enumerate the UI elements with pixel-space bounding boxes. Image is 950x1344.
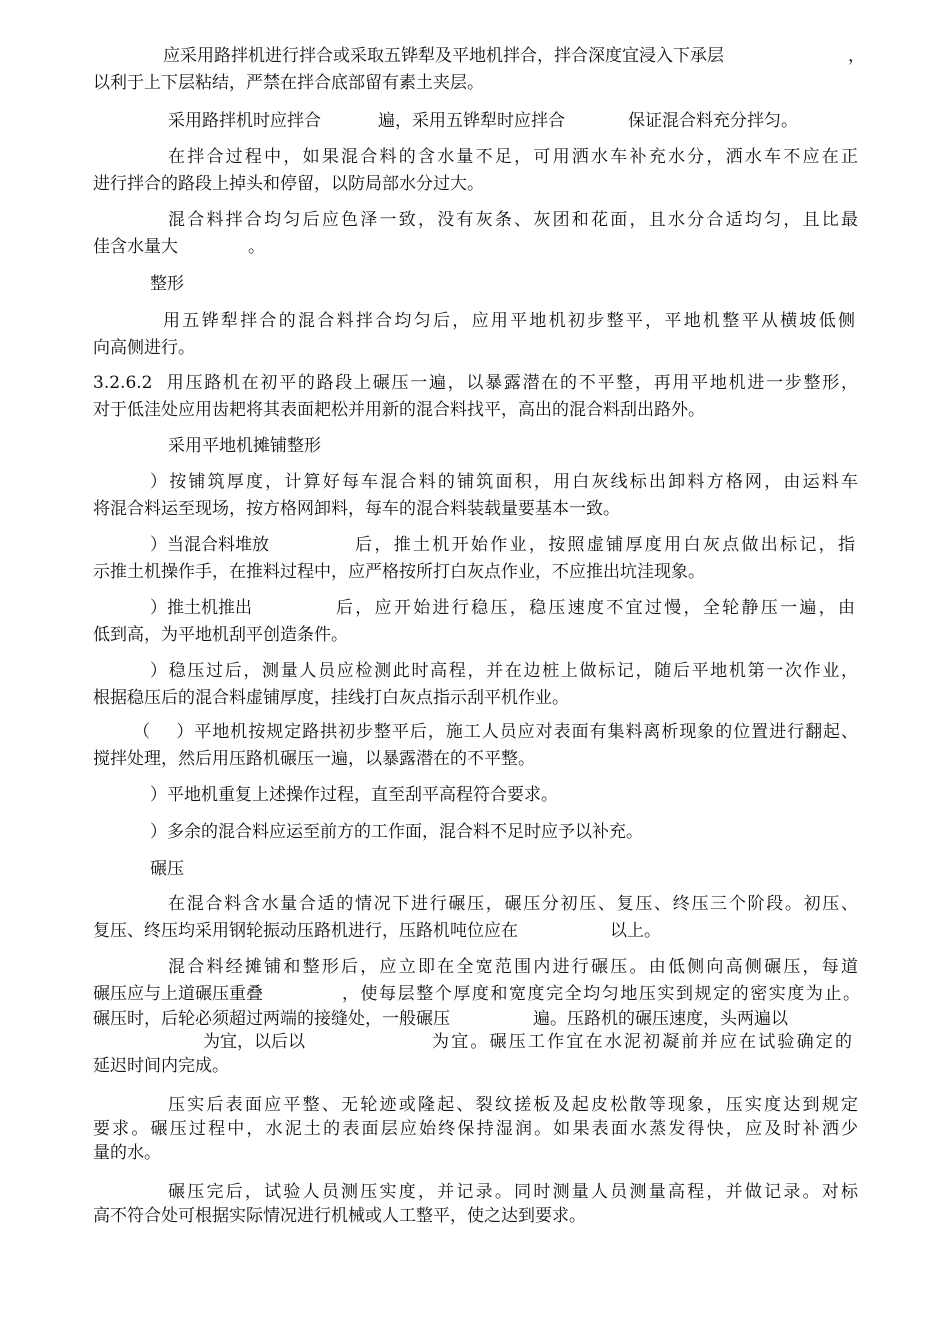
text-line: ）当混合料堆放: [150, 535, 269, 555]
text-line: 碾压应与上道碾压重叠: [93, 984, 263, 1004]
text-line: ，: [848, 46, 865, 66]
text-line: 佳含水量大: [93, 237, 178, 257]
text-line: 将混合料运至现场，按方格网卸料，每车的混合料装载量要基本一致。: [93, 499, 620, 519]
text-line: 混合料拌合均匀后应色泽一致，没有灰条、灰团和花面，且水分合适均匀，且比最: [168, 210, 858, 230]
text-line: 。: [248, 237, 265, 257]
text-line: 3.2.6.2 用压路机在初平的路段上碾压一遍，以暴露潜在的不平整，再用平地机进一步整形，: [93, 373, 858, 393]
text-line: 保证混合料充分拌匀。: [628, 111, 798, 131]
text-line: 在混合料含水量合适的情况下进行碾压，碾压分初压、复压、终压三个阶段。初压、: [168, 894, 858, 914]
text-line: 以利于上下层粘结，严禁在拌合底部留有素土夹层。: [93, 73, 484, 93]
text-line: 碾压完后，试验人员测压实度，并记录。同时测量人员测量高程，并做记录。对标: [168, 1182, 858, 1202]
text-line: 示推土机操作手，在推料过程中，应严格按所打白灰点作业，不应推出坑洼现象。: [93, 562, 705, 582]
text-line: 对于低洼处应用齿耙将其表面耙松并用新的混合料找平，高出的混合料刮出路外。: [93, 400, 705, 420]
text-line: 在拌合过程中，如果混合料的含水量不足，可用洒水车补充水分，洒水车不应在正: [168, 147, 858, 167]
text-line: 进行拌合的路段上掉头和停留，以防局部水分过大。: [93, 174, 484, 194]
text-line: ）多余的混合料应运至前方的工作面，混合料不足时应予以补充。: [150, 822, 643, 842]
text-line: 根据稳压后的混合料虚铺厚度，挂线打白灰点指示刮平机作业。: [93, 688, 569, 708]
text-line: 复压、终压均采用钢轮振动压路机进行，压路机吨位应在: [93, 921, 518, 941]
text-line: 低到高，为平地机刮平创造条件。: [93, 625, 348, 645]
text-line: 要求。碾压过程中，水泥土的表面层应始终保持湿润。如果表面水蒸发得快，应及时补洒少: [93, 1119, 858, 1139]
text-line: 碾压时，后轮必须超过两端的接缝处，一般碾压: [93, 1009, 450, 1029]
text-line: 压实后表面应平整、无轮迹或隆起、裂纹搓板及起皮松散等现象，压实度达到规定: [168, 1095, 858, 1115]
text-line: 延迟时间内完成。: [93, 1056, 229, 1076]
text-line: 混合料经摊铺和整形后，应立即在全宽范围内进行碾压。由低侧向高侧碾压，每道: [168, 957, 858, 977]
text-line: 量的水。: [93, 1143, 161, 1163]
text-line: （ ）平地机按规定路拱初步整平后，施工人员应对表面有集料离析现象的位置进行翻起、: [133, 722, 858, 742]
text-line: 后，推土机开始作业，按照虚铺厚度用白灰点做出标记，指: [355, 535, 855, 555]
text-line: ）按铺筑厚度，计算好每车混合料的铺筑面积，用白灰线标出卸料方格网，由运料车: [150, 472, 858, 492]
text-line: 高不符合处可根据实际情况进行机械或人工整平，使之达到要求。: [93, 1206, 586, 1226]
text-line: 为宜。碾压工作宜在水泥初凝前并应在试验确定的: [432, 1032, 852, 1052]
text-line: 采用路拌机时应拌合: [168, 111, 321, 131]
text-line: 搅拌处理，然后用压路机碾压一遍，以暴露潜在的不平整。: [93, 749, 535, 769]
text-line: 向高侧进行。: [93, 338, 195, 358]
text-line: 遍，采用五铧犁时应拌合: [378, 111, 565, 131]
text-line: 用五铧犁拌合的混合料拌合均匀后，应用平地机初步整平，平地机整平从横坡低侧: [163, 311, 855, 331]
section-heading: 采用平地机摊铺整形: [168, 436, 321, 456]
text-line: 应采用路拌机进行拌合或采取五铧犁及平地机拌合，拌合深度宜浸入下承层: [163, 46, 724, 66]
text-line: ）平地机重复上述操作过程，直至刮平高程符合要求。: [150, 785, 558, 805]
text-line: 后，应开始进行稳压，稳压速度不宜过慢，全轮静压一遍，由: [336, 598, 855, 618]
text-line: ）推土机推出: [150, 598, 252, 618]
section-heading: 碾压: [150, 859, 184, 879]
text-line: 以上。: [610, 921, 661, 941]
text-line: 为宜，以后以: [203, 1032, 305, 1052]
text-line: 遍。压路机的碾压速度，头两遍以: [533, 1009, 788, 1029]
text-line: ，使每层整个厚度和宽度完全均匀地压实到规定的密实度为止。: [342, 984, 860, 1004]
text-line: ）稳压过后，测量人员应检测此时高程，并在边桩上做标记，随后平地机第一次作业，: [150, 661, 858, 681]
section-heading: 整形: [150, 274, 184, 294]
